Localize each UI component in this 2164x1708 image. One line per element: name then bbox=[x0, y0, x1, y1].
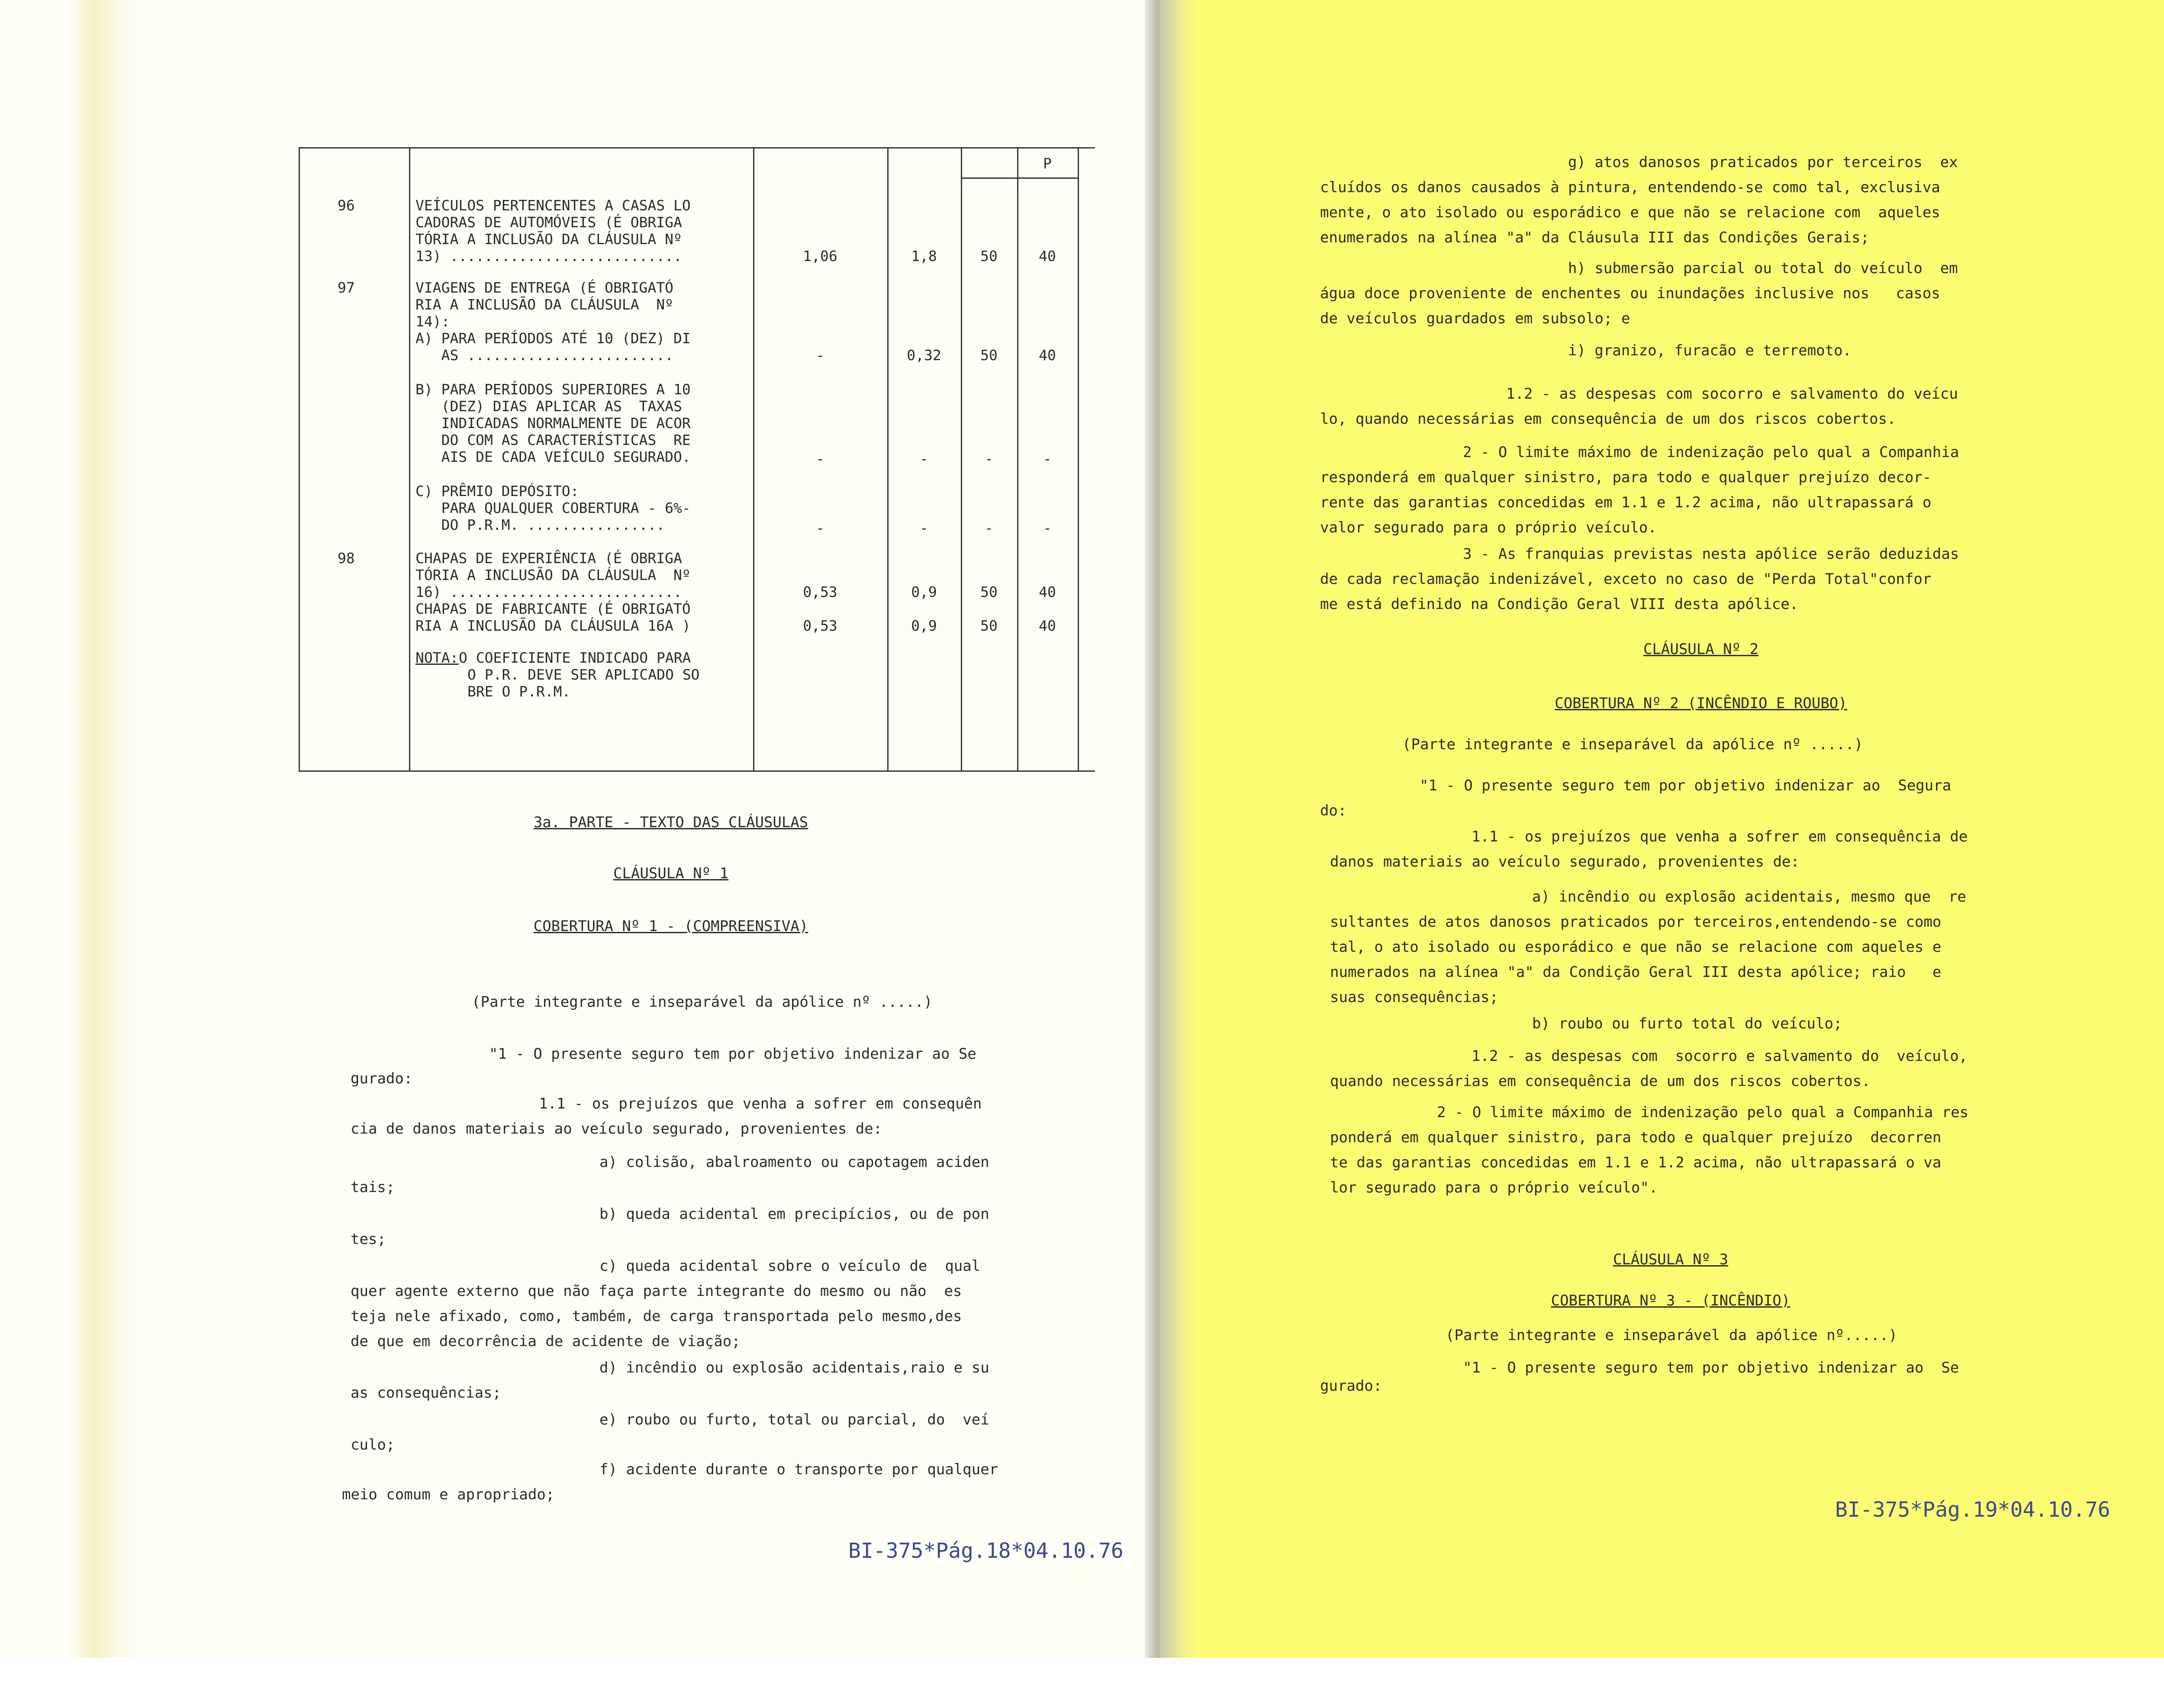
body-line: 1.1 - os prejuízos que venha a sofrer em consequência de bbox=[1472, 828, 1968, 845]
row-value: - bbox=[985, 450, 993, 467]
nota-line: O P.R. DEVE SER APLICADO SO bbox=[467, 666, 700, 683]
row-desc-line: VIAGENS DE ENTREGA (É OBRIGATÓ bbox=[415, 279, 674, 296]
nota-line: BRE O P.R.M. bbox=[467, 683, 571, 700]
body-line: as consequências; bbox=[351, 1384, 501, 1402]
integrant-note: (Parte integrante e inseparável da apólice nº.....) bbox=[1446, 1327, 1897, 1344]
body-line: g) atos danosos praticados por terceiros ex bbox=[1568, 154, 1958, 171]
row-value: - bbox=[1043, 450, 1052, 467]
integrant-note: (Parte integrante e inseparável da apólice nº .....) bbox=[472, 993, 933, 1011]
body-line: tal, o ato isolado ou esporádico e que não se relacione com aqueles e bbox=[1330, 938, 1942, 956]
body-line: tes; bbox=[351, 1231, 386, 1248]
body-line: a) incêndio ou explosão acidentais, mesmo que re bbox=[1532, 888, 1967, 906]
row-desc-line: PARA QUALQUER COBERTURA - 6%- bbox=[415, 500, 691, 516]
rates-table bbox=[299, 147, 1095, 770]
row-value: - bbox=[1043, 519, 1052, 536]
body-line: gurado: bbox=[1320, 1377, 1382, 1395]
body-line: teja nele afixado, como, também, de carga transportada pelo mesmo,des bbox=[351, 1308, 962, 1325]
row-desc-line: B) PARA PERÍODOS SUPERIORES A 10 bbox=[415, 381, 691, 398]
body-line: numerados na alínea "a" da Condição Geral III desta apólice; raio e bbox=[1330, 964, 1942, 981]
row-desc-line: INDICADAS NORMALMENTE DE ACOR bbox=[415, 415, 691, 432]
coverage-title: COBERTURA Nº 1 - (COMPREENSIVA) bbox=[533, 918, 808, 935]
row-value: 50 bbox=[980, 583, 998, 600]
body-line: responderá em qualquer sinistro, para todo e qualquer prejuízo decor- bbox=[1320, 469, 1932, 486]
body-line: de cada reclamação indenizável, exceto no caso de "Perda Total"confor bbox=[1320, 570, 1932, 588]
body-line: suas consequências; bbox=[1330, 989, 1498, 1006]
body-line: 1.1 - os prejuízos que venha a sofrer em consequên bbox=[539, 1095, 982, 1112]
row-desc-line: DO P.R.M. ................ bbox=[415, 516, 665, 533]
row-value: 1,8 bbox=[911, 248, 937, 264]
body-line: tais; bbox=[351, 1179, 395, 1196]
body-line: "1 - O presente seguro tem por objetivo indenizar ao Segura bbox=[1420, 777, 1951, 794]
part-title: 3a. PARTE - TEXTO DAS CLÁUSULAS bbox=[533, 814, 808, 831]
body-line: cluídos os danos causados à pintura, entendendo-se como tal, exclusiva bbox=[1320, 179, 1940, 196]
coverage-title: COBERTURA Nº 2 (INCÊNDIO E ROUBO) bbox=[1555, 695, 1847, 712]
row-value: 40 bbox=[1039, 347, 1056, 364]
body-line: 3 - As franquias previstas nesta apólice serão deduzidas bbox=[1463, 545, 1959, 563]
row-value: 0,9 bbox=[911, 583, 937, 600]
body-line: do: bbox=[1320, 802, 1347, 819]
clause-title: CLÁUSULA Nº 2 bbox=[1643, 641, 1759, 658]
row-value: 1,06 bbox=[803, 248, 837, 264]
body-line: mente, o ato isolado ou esporádico e que não se relacione com aqueles bbox=[1320, 204, 1940, 221]
row-value: - bbox=[816, 450, 824, 467]
row-value: 40 bbox=[1039, 583, 1056, 600]
row-desc-line: CADORAS DE AUTOMÓVEIS (É OBRIGA bbox=[415, 214, 682, 231]
row-desc-line: AS ........................ bbox=[415, 347, 674, 364]
row-value: 0,53 bbox=[803, 617, 837, 634]
body-line: valor segurado para o próprio veículo. bbox=[1320, 519, 1657, 536]
body-line: culo; bbox=[351, 1436, 395, 1453]
body-line: cia de danos materiais ao veículo segurado, provenientes de: bbox=[351, 1120, 882, 1138]
nota-label: NOTA: bbox=[415, 649, 459, 666]
body-line: de que em decorrência de acidente de viação; bbox=[351, 1333, 741, 1350]
page-footer: BI-375*Pág.19*04.10.76 bbox=[1835, 1498, 2110, 1522]
row-value: 50 bbox=[980, 617, 998, 634]
row-value: - bbox=[920, 450, 928, 467]
row-desc-line: RIA A INCLUSÃO DA CLÁUSULA 16A ) bbox=[415, 617, 691, 634]
body-line: c) queda acidental sobre o veículo de qual bbox=[599, 1257, 981, 1275]
row-value: 50 bbox=[980, 347, 998, 364]
row-desc-line: AIS DE CADA VEÍCULO SEGURADO. bbox=[415, 448, 691, 465]
body-line: lor segurado para o próprio veículo". bbox=[1330, 1179, 1658, 1196]
body-line: d) incêndio ou explosão acidentais,raio e su bbox=[599, 1359, 989, 1376]
body-line: enumerados na alínea "a" da Cláusula III das Condições Gerais; bbox=[1320, 229, 1870, 246]
row-desc-line: (DEZ) DIAS APLICAR AS TAXAS bbox=[415, 398, 682, 415]
row-value: - bbox=[985, 519, 993, 536]
body-line: me está definido na Condição Geral VIII desta apólice. bbox=[1320, 596, 1799, 613]
body-line: a) colisão, abalroamento ou capotagem aciden bbox=[599, 1154, 989, 1171]
body-line: b) roubo ou furto total do veículo; bbox=[1532, 1015, 1842, 1032]
row-desc-line: 14): bbox=[415, 313, 450, 330]
body-line: lo, quando necessárias em consequência de um dos riscos cobertos. bbox=[1320, 410, 1896, 428]
body-line: ponderá em qualquer sinistro, para todo e qualquer prejuízo decorren bbox=[1330, 1129, 1942, 1146]
row-value: 50 bbox=[980, 248, 998, 264]
row-desc-line: A) PARA PERÍODOS ATÉ 10 (DEZ) DI bbox=[415, 330, 691, 347]
body-line: te das garantias concedidas em 1.1 e 1.2 acima, não ultrapassará o va bbox=[1330, 1154, 1942, 1171]
right-page bbox=[1160, 0, 2164, 1708]
row-value: - bbox=[816, 519, 824, 536]
body-line: sultantes de atos danosos praticados por terceiros,entendendo-se como bbox=[1330, 913, 1942, 931]
column-p-header: P bbox=[1043, 155, 1052, 172]
row-value: 0,9 bbox=[911, 617, 937, 634]
clause-title: CLÁUSULA Nº 3 bbox=[1613, 1251, 1729, 1268]
clause-title: CLÁUSULA Nº 1 bbox=[613, 865, 729, 882]
body-line: i) granizo, furacão e terremoto. bbox=[1568, 342, 1852, 359]
body-line: 2 - O limite máximo de indenização pelo qual a Companhia bbox=[1463, 444, 1959, 461]
nota-line: O COEFICIENTE INDICADO PARA bbox=[459, 649, 691, 666]
integrant-note: (Parte integrante e inseparável da apólice nº .....) bbox=[1402, 736, 1863, 753]
row-desc-line: C) PRÊMIO DEPÓSITO: bbox=[415, 483, 579, 500]
body-line: 1.2 - as despesas com socorro e salvamento do veículo, bbox=[1472, 1047, 1968, 1065]
row-desc-line: VEÍCULOS PERTENCENTES A CASAS LO bbox=[415, 197, 691, 214]
row-value: - bbox=[920, 519, 928, 536]
row-value: - bbox=[816, 347, 824, 364]
row-desc-line: DO COM AS CARACTERÍSTICAS RE bbox=[415, 432, 691, 448]
body-line: "1 - O presente seguro tem por objetivo indenizar ao Se bbox=[1463, 1359, 1959, 1376]
body-line: 2 - O limite máximo de indenização pelo qual a Companhia res bbox=[1437, 1104, 1969, 1121]
body-line: 1.2 - as despesas com socorro e salvamento do veícu bbox=[1506, 385, 1958, 403]
body-line: quando necessárias em consequência de um dos riscos cobertos. bbox=[1330, 1073, 1871, 1090]
body-line: meio comum e apropriado; bbox=[342, 1486, 555, 1503]
body-line: danos materiais ao veículo segurado, provenientes de: bbox=[1330, 853, 1800, 870]
body-line: h) submersão parcial ou total do veículo em bbox=[1568, 260, 1958, 277]
body-line: gurado: bbox=[351, 1070, 413, 1087]
row-desc-line: 16) ........................... bbox=[415, 583, 682, 600]
body-line: água doce proveniente de enchentes ou inundações inclusive nos casos bbox=[1320, 285, 1940, 302]
row-code: 96 bbox=[338, 197, 355, 214]
body-line: e) roubo ou furto, total ou parcial, do veí bbox=[599, 1411, 989, 1428]
row-code: 97 bbox=[338, 279, 355, 296]
row-value: 0,32 bbox=[907, 347, 941, 364]
body-line: quer agente externo que não faça parte integrante do mesmo ou não es bbox=[351, 1283, 962, 1300]
row-desc-line: TÓRIA A INCLUSÃO DA CLÁUSULA Nº bbox=[415, 567, 691, 583]
body-line: "1 - O presente seguro tem por objetivo indenizar ao Se bbox=[489, 1045, 976, 1063]
body-line: de veículos guardados em subsolo; e bbox=[1320, 310, 1630, 327]
body-line: f) acidente durante o transporte por qualquer bbox=[599, 1461, 998, 1478]
row-value: 40 bbox=[1039, 617, 1056, 634]
row-desc-line: CHAPAS DE FABRICANTE (É OBRIGATÓ bbox=[415, 600, 691, 617]
row-desc-line: CHAPAS DE EXPERIÊNCIA (É OBRIGA bbox=[415, 550, 682, 567]
row-value: 40 bbox=[1039, 248, 1056, 264]
scan-bottom-margin bbox=[0, 1658, 2164, 1708]
row-value: 0,53 bbox=[803, 583, 837, 600]
body-line: b) queda acidental em precipícios, ou de pon bbox=[599, 1205, 989, 1223]
row-desc-line: TÓRIA A INCLUSÃO DA CLÁUSULA Nº bbox=[415, 231, 682, 248]
body-line: rente das garantias concedidas em 1.1 e 1.2 acima, não ultrapassará o bbox=[1320, 494, 1932, 511]
row-code: 98 bbox=[338, 550, 355, 567]
row-desc-line: RIA A INCLUSÃO DA CLÁUSULA Nº bbox=[415, 296, 674, 313]
row-desc-line: 13) ........................... bbox=[415, 248, 682, 264]
page-footer: BI-375*Pág.18*04.10.76 bbox=[848, 1539, 1124, 1563]
coverage-title: COBERTURA Nº 3 - (INCÊNDIO) bbox=[1551, 1292, 1790, 1309]
